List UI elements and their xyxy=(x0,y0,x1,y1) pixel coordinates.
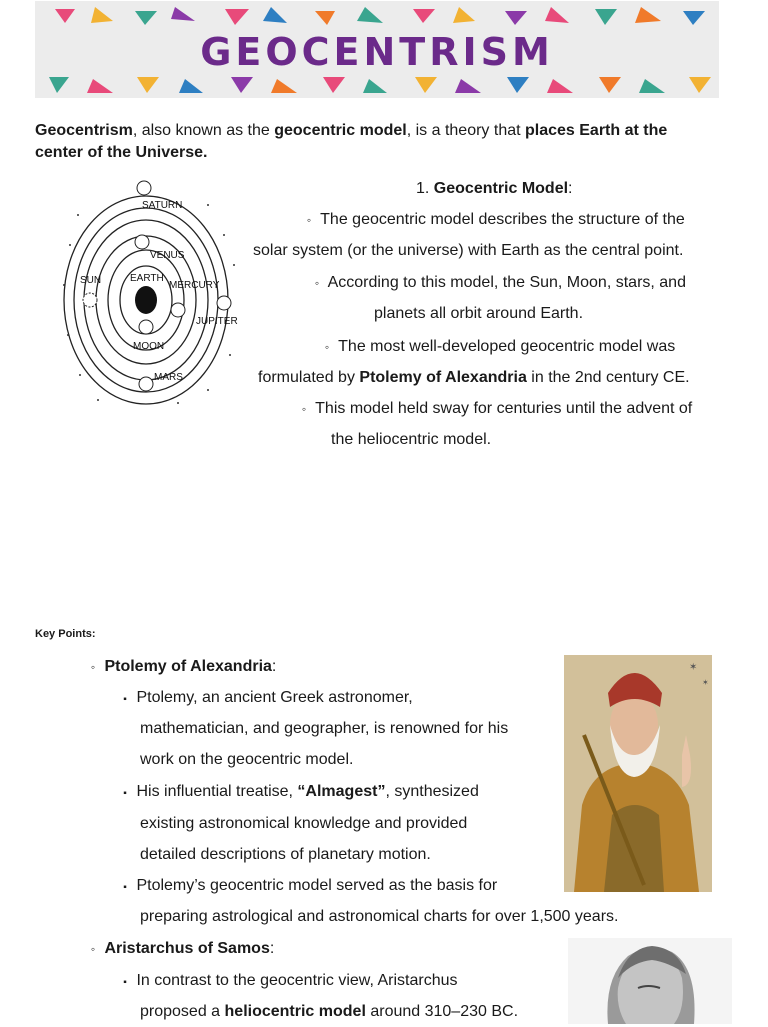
aristarchus-point-1-line-2: proposed a heliocentric model around 310–230 BC. xyxy=(140,1003,519,1020)
earth-icon xyxy=(135,286,157,314)
ptolemy-point-3-line-2: preparing astrological and astronomical charts for over 1,500 years. xyxy=(140,908,619,925)
jupiter-icon xyxy=(217,296,231,310)
venus-icon xyxy=(135,235,149,249)
bullet-1-line-1: ◦ The geocentric model describes the structure of the xyxy=(306,211,685,228)
label-venus: VENUS xyxy=(150,250,185,261)
ptolemy-point-3-line-1: ▪ Ptolemy’s geocentric model served as the basis for xyxy=(123,877,498,894)
moon-icon xyxy=(139,320,153,334)
label-saturn: SATURN xyxy=(142,200,183,211)
key-points-label: Key Points: xyxy=(35,628,96,640)
section-heading: 1. Geocentric Model: xyxy=(416,180,573,197)
label-moon: MOON xyxy=(133,341,165,352)
aristarchus-heading: ◦ Aristarchus of Samos: xyxy=(90,940,275,957)
ptolemy-point-2-line-3: detailed descriptions of planetary motion. xyxy=(140,846,431,863)
bullet-1-line-2: solar system (or the universe) with Earth as the central point. xyxy=(253,242,684,259)
bullet-4-line-1: ◦ This model held sway for centuries until the advent of xyxy=(301,400,693,417)
label-earth: EARTH xyxy=(130,273,164,284)
banner-title: GEOCENTRISM xyxy=(200,30,554,74)
bullet-4-line-2: the heliocentric model. xyxy=(331,431,492,448)
ptolemy-point-1-line-1: ▪ Ptolemy, an ancient Greek astronomer, xyxy=(123,689,413,706)
aristarchus-portrait xyxy=(568,938,732,1024)
bullet-3-line-2: formulated by Ptolemy of Alexandria in the 2nd century CE. xyxy=(258,369,690,386)
label-jupiter: JUPITER xyxy=(196,316,238,327)
svg-text:✶: ✶ xyxy=(702,678,709,687)
ptolemy-point-1-line-3: work on the geocentric model. xyxy=(140,751,354,768)
aristarchus-point-1-line-1: ▪ In contrast to the geocentric view, Aristarchus xyxy=(123,972,458,989)
ptolemy-point-1-line-2: mathematician, and geographer, is renowned for his xyxy=(140,720,509,737)
ptolemy-point-2-line-1: ▪ His influential treatise, “Almagest”, synthesized xyxy=(123,783,479,800)
intro-term: Geocentrism xyxy=(35,122,133,139)
geocentric-diagram xyxy=(58,175,243,415)
mercury-icon xyxy=(171,303,185,317)
svg-text:✶: ✶ xyxy=(689,662,698,673)
ptolemy-heading: ◦ Ptolemy of Alexandria: xyxy=(90,658,277,675)
saturn-icon xyxy=(137,181,151,195)
sun-icon xyxy=(83,293,97,307)
bullet-2-line-1: ◦ According to this model, the Sun, Moon, stars, and xyxy=(314,274,686,291)
title-banner xyxy=(35,1,719,98)
mars-icon xyxy=(139,377,153,391)
bullet-2-line-2: planets all orbit around Earth. xyxy=(374,305,584,322)
orbit-rings xyxy=(58,175,243,415)
label-mars: MARS xyxy=(154,372,183,383)
ptolemy-point-2-line-2: existing astronomical knowledge and provided xyxy=(140,815,468,832)
label-sun: SUN xyxy=(80,275,102,286)
bullet-3-line-1: ◦ The most well-developed geocentric model was xyxy=(324,338,676,355)
intro-paragraph: Geocentrism, also known as the geocentric model, is a theory that places Earth at the center of the Universe. xyxy=(35,122,668,161)
label-mercury: MERCURY xyxy=(169,280,220,291)
ptolemy-portrait xyxy=(564,655,712,892)
